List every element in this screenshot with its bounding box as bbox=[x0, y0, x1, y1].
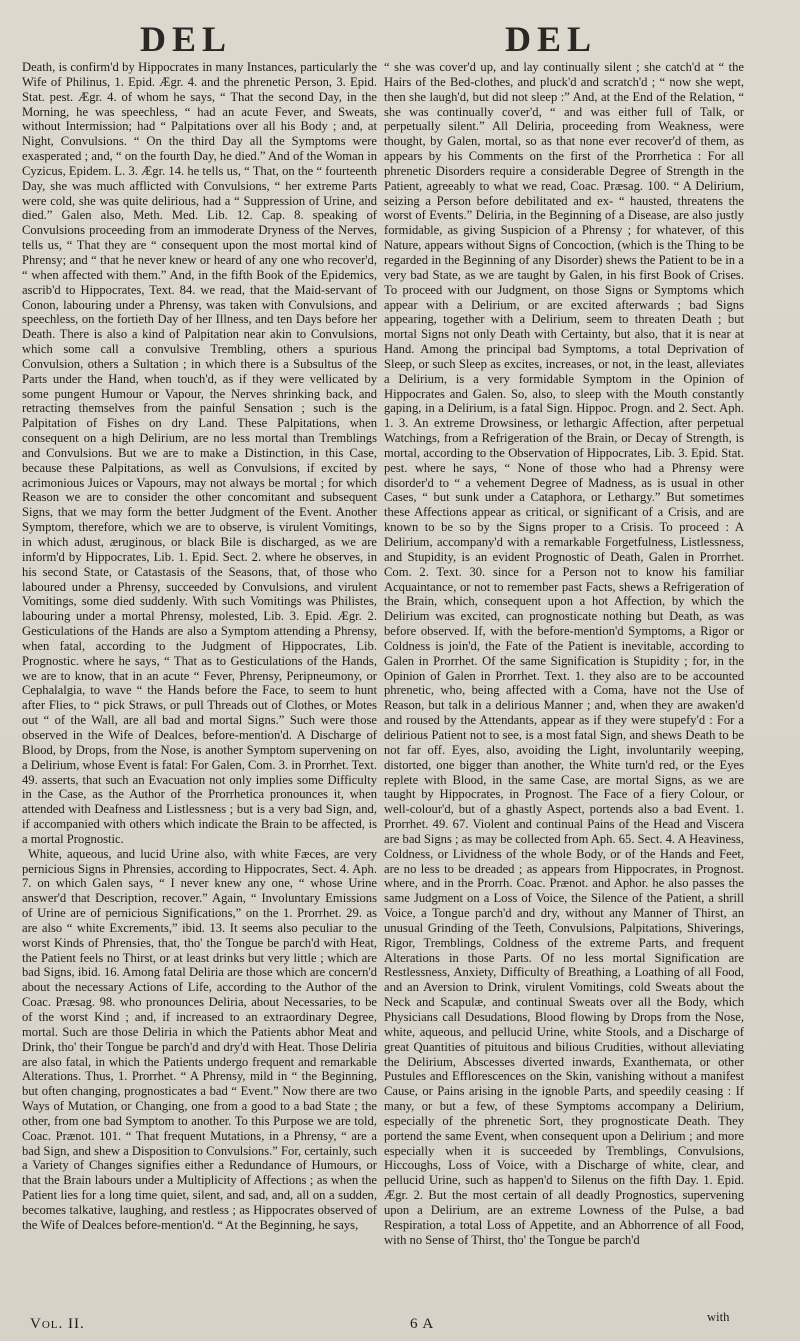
right-column bbox=[384, 60, 744, 1305]
page-footer bbox=[0, 1310, 800, 1334]
left-paragraph-2: White, aqueous, and lucid Urine also, with white Fæces, are very pernicious Signs in Phrensies, according to Hippocrates, Sect. 4. Aph. 7. on which Galen says, “ I never knew any one, “ whose Urine answer'd that Description, recover.” Again, “ Involuntary Emissions of Urine are of pernicious Significations,” on the 1. Prorrhet. 29. as are also “ white Excrements,” ibid. 13. It seems also peculiar to the worst Kinds of Phrensies, that, tho' the Tongue be parch'd with Heat, the Patient feels no Thirst, or at least drinks but very little ; which are bad Signs, ibid. 16. Among fatal Deliria are those which are concern'd about the necessary Actions of Life, according to the Author of the Coac. Præsag. 98. who pronounces Deliria, about Necessaries, to be of the worst Kind ; and, if increased to an extraordinary Degree, mortal. Such are those Deliria in which the Patients abhor Meat and Drink, tho' their Tongue be parch'd and dry'd with Heat. Those Deliria are also fatal, in which the Patients undergo frequent and remarkable Alterations. Thus, 1. Prorrhet. “ A Phrensy, mild in “ the Beginning, but often changing, prognosticates a bad “ Event.” Now there are two Ways of Mutation, or Changing, one from a good to a bad State ; the other, from one bad Symptom to another. To this Purpose we are told, Coac. Prænot. 101. “ That frequent Mutations, in a Phrensy, “ are a bad Sign, and shew a Disposition to Convulsions.” For, certainly, such a Variety of Changes signifies either a Redundance of Humours, or that the Brain labours under a Multiplicity of Affections ; as when the Patient lies for a long time quiet, silent, and sad, and, all on a sudden, becomes talkative, laughing, and restless ; as Hippocrates observed of the Wife of Dealces before-mention'd. “ At the Beginning, he says, bbox=[22, 846, 377, 1232]
catchword: with bbox=[707, 1310, 730, 1324]
signature-mark: 6 A bbox=[410, 1316, 435, 1332]
left-paragraph-1: Death, is confirm'd by Hippocrates in many Instances, particularly the Wife of Philinus, 1. Epid. Ægr. 4. and the phrenetic Person, 3. Epid. Stat. pest. Ægr. 4. of whom he says, “ That the second Day, in the Morning, he was speechless, “ had an acute Fever, and Sweats, without Intermission; had “ Palpitations over all his Body ; and, at Night, Convulsions. “ On the third Day all the Symptoms were exasperated ; and, “ on the fourth Day, he died.” And of the Woman in Cyzicus, Epidem. L. 3. Ægr. 14. he tells us, “ That, on the “ fourteenth Day, she was much afflicted with Convulsions, “ her extreme Parts were cold, she was quite delirious, had a “ Suppression of Urine, and died.” Galen also, Meth. Med. Lib. 12. Cap. 8. speaking of Convulsions proceeding from an immoderate Dryness of the Nerves, tells us, “ That they are “ consequent upon the most mortal kind of Phrensy; and “ that he never knew or heard of any one who recover'd, “ when affected with them.” And, in the fifth Book of the Epidemics, ascrib'd to Hippocrates, Text. 84. we read, that the Maid-servant of Conon, labouring under a Phrensy, was taken with Convulsions, and speechless, on the fortieth Day of her Illness, and ten Days before her Death. There is also a kind of Palpitation near akin to Convulsions, which some call a convulsive Trembling, others a spurious Convulsion, others a Sultation ; in which there is a Subsultus of the Parts under the Hand, when touch'd, as if they were vellicated by some pungent Humour or Vapour, the Nerves shrinking back, and retracting themselves from the painful Sensation ; such is the Palpitation of Fishes on dry Land. These Palpitations, when consequent on a high Delirium, are no less mortal than Tremblings and Convulsions. But we are to make a Distinction, in this Case, because these Palpitations, as well as Convulsions, if excited by acrimonious Juices or Vapours, may not always be mortal ; for which Reason we are to consider the other concomitant and subsequent Signs, that we may form the better Judgment of the Event. Another Symptom, therefore, which we are to observe, is virulent Vomitings, in which adust, æruginous, or black Bile is discharged, as we are inform'd by Hippocrates, Lib. 1. Epid. Sect. 2. where he observes, in his second State, or Catastasis of the Seasons, that, of those who laboured under a Phrensy, succeeded by Convulsions, and virulent Vomitings, some died suddenly. With such Vomitings was Philistes, labouring under a mortal Phrensy, molested, Lib. 3. Epid. Ægr. 2. Gesticulations of the Hands are also a Symptom attending a Phrensy, when fatal, according to the Judgment of Hippocrates, Lib. Prognostic. where he says, “ That as to Gesticulations of the Hands, we are to know, that in an acute “ Fever, Phrensy, Peripneumony, or Cephalalgia, to wave “ the Hands before the Face, to seem to hunt after Flies, to “ pick Straws, or pull Threads out of Clothes, or Motes out “ of the Wall, are all bad and mortal Signs.” Such were those observed in the Wife of Dealces, before-mention'd. A Discharge of Blood, by Drops, from the Nose, is another Symptom supervening on a Delirium, whose Event is fatal: For Galen, Com. 3. in Prorrhet. Text. 49. asserts, that such an Evacuation not only implies some Difficulty in the Case, as the Author of the Prorrhetica pronounces it, when attended with Deafness and Listlessness ; but is a very bad Sign, and, if accompanied with others which indicate the Brain to be affected, is a mortal Prognostic. bbox=[22, 60, 377, 846]
right-paragraph-1: “ she was cover'd up, and lay continually silent ; she catch'd at “ the Hairs of the Bed-clothes, and pluck'd and scratch'd ; “ now she wept, then she laugh'd, but did not sleep :” And, at the End of the Relation, “ she was continually cover'd, “ and was either full of Talk, or perpetually silent.” All Deliria, proceeding from Weakness, were thought, by Galen, mortal, so as that none ever recover'd of them, as appears by his Comments on the first of the Prorrhetica : For all phrenetic Disorders require a considerable Degree of Strength in the Patient, agreeably to what we read, Coac. Præsag. 100. “ A Delirium, seizing a Person before debilitated and ex- “ hausted, threatens the worst of Events.” Deliria, in the Beginning of a Disease, are also justly formidable, as giving Suspicion of a Phrensy ; for whatever, of this Nature, appears without Signs of Concoction, (which is the Thing to be regarded in the Beginning of any Disorder) shews the Patient to be in a very bad State, as we are taught by Galen, in his first Book of Crises. To proceed with our Judgment, on those Signs or Symptoms which appear with a Delirium, or are excited afterwards ; bad Signs appearing, together with a Delirium, seem to threaten Death ; but mortal Signs not only Death with Certainty, but also, that it is near at Hand. Among the principal bad Symptoms, a total Deprivation of Sleep, or such Sleep as excites, increases, or not, in the least, alleviates a Delirium, is a very formidable Symptom in the Opinion of Hippocrates and Galen. So, also, to sleep with the Mouth constantly gaping, in a Delirium, is a fatal Sign. Hippoc. Progn. and 2. Sect. Aph. 1. 3. An extreme Drowsiness, or lethargic Affection, after perpetual Watchings, from a Refrigeration of the Brain, or Decay of Strength, is mortal, according to the Observation of Hippocrates, Lib. 3. Epid. Stat. pest. where he says, “ None of those who had a Phrensy were disorder'd to “ a vehement Degree of Madness, as is usual in other Cases, “ but sunk under a Cataphora, or Lethargy.” But sometimes these Affections appear as critical, or significant of a Crisis, and are known to be so by the Signs proper to a Crisis. To proceed : A Delirium, accompany'd with a remarkable Forgetfulness, Listlessness, and Stupidity, is an evident Prognostic of Death, Galen in Prorrhet. Com. 2. Text. 30. since for a Person not to know his familiar Acquaintance, or not to remember past Facts, shews a Refrigeration of the Brain, which, consequent upon a hot Affection, by which the Delirium was excited, can prognosticate nothing but Death, as was before observed. If, with the before-mention'd Symptoms, a Rigor or Coldness is join'd, the Fate of the Patient is inevitable, according to Galen in Prorrhet. Of the same Signification is Stupidity ; for, in the Opinion of Galen in Prorrhet. Text. 1. they also are to be accounted phrenetic, who, being affected with a Coma, have not the Use of Reason, but talk in a delirious Manner ; and, when they are awaken'd and roused by the Attendants, appear as if they were stupefy'd : For a delirious Patient not to see, is a most fatal Sign, and shews Death to be not far off. Eyes, also, avoiding the Light, involuntarily weeping, distorted, one bigger than another, the White turn'd red, or the Eyes replete with Blood, in the same Case, are mortal Signs, as we are taught by Hippocrates, in Prognost. The Face of a fiery Colour, or well-colour'd, but of a ghastly Aspect, portends also a bad Event. 1. Prorrhet. 49. 67. Violent and continual Pains of the Head and Viscera are bad Signs ; as may be collected from Aph. 65. Sect. 4. A Heaviness, Coldness, or Lividness of the whole Body, or of the Hands and Feet, are no less to be dreaded ; as appears from Hippocrates, in Prognost. where, and in the Prorrh. Coac. Prænot. and Aphor. he also passes the same Judgment on a Loss of Voice, the Silence of the Patient, a shrill Voice, a Tongue parch'd and dry, without any Manner of Thirst, an unusual Grinding of the Teeth, Convulsions, Palpitations, Shiverings, Rigor, Tremblings, Coldness of the extreme Parts, and frequent Alterations in those Parts. Of no less mortal Signification are Restlessness, Anxiety, Difficulty of Breathing, a Loathing of all Food, and an Aversion to Drink, virulent Vomitings, cold Sweats about the Neck and Scapulæ, and continual Sweats over all the Body, which Physicians call Desudations, Blood flowing by Drops from the Nose, white, aqueous, and pellucid Urine, white Stools, and a Discharge of great Quantities of pituitous and bilious Crudities, without alleviating the Delirium, Abscesses diverted inwards, Exanthemata, or other Pustules and Efflorescences on the Skin, vanishing without a manifest Cause, or Pains arising in the ignoble Parts, and speedily ceasing : If many, or but a few, of these Symptoms accompany a Delirium, especially of the phrenetic Sort, they prognosticate Death. They portend the same Event, when consequent upon a Delirium ; and more especially when it is succeeded by Tremblings, Convulsions, Hiccoughs, Loss of Voice, with a Discharge of white, clear, and pellucid Urine, such as happen'd to Silenus on the fifth Day. 1. Epid. Ægr. 2. But the most certain of all deadly Prognostics, supervening upon a Delirium, are an extreme Lowness of the Pulse, a bad Respiration, a total Loss of Appetite, and an Abhorrence of all Food, with no Sense of Thirst, tho' the Tongue be parch'd bbox=[384, 60, 744, 1247]
running-header bbox=[0, 18, 800, 58]
volume-label: Vol. II. bbox=[30, 1316, 85, 1332]
left-column bbox=[22, 60, 377, 1305]
header-word-left: DEL bbox=[140, 19, 233, 59]
header-word-right: DEL bbox=[505, 19, 598, 59]
